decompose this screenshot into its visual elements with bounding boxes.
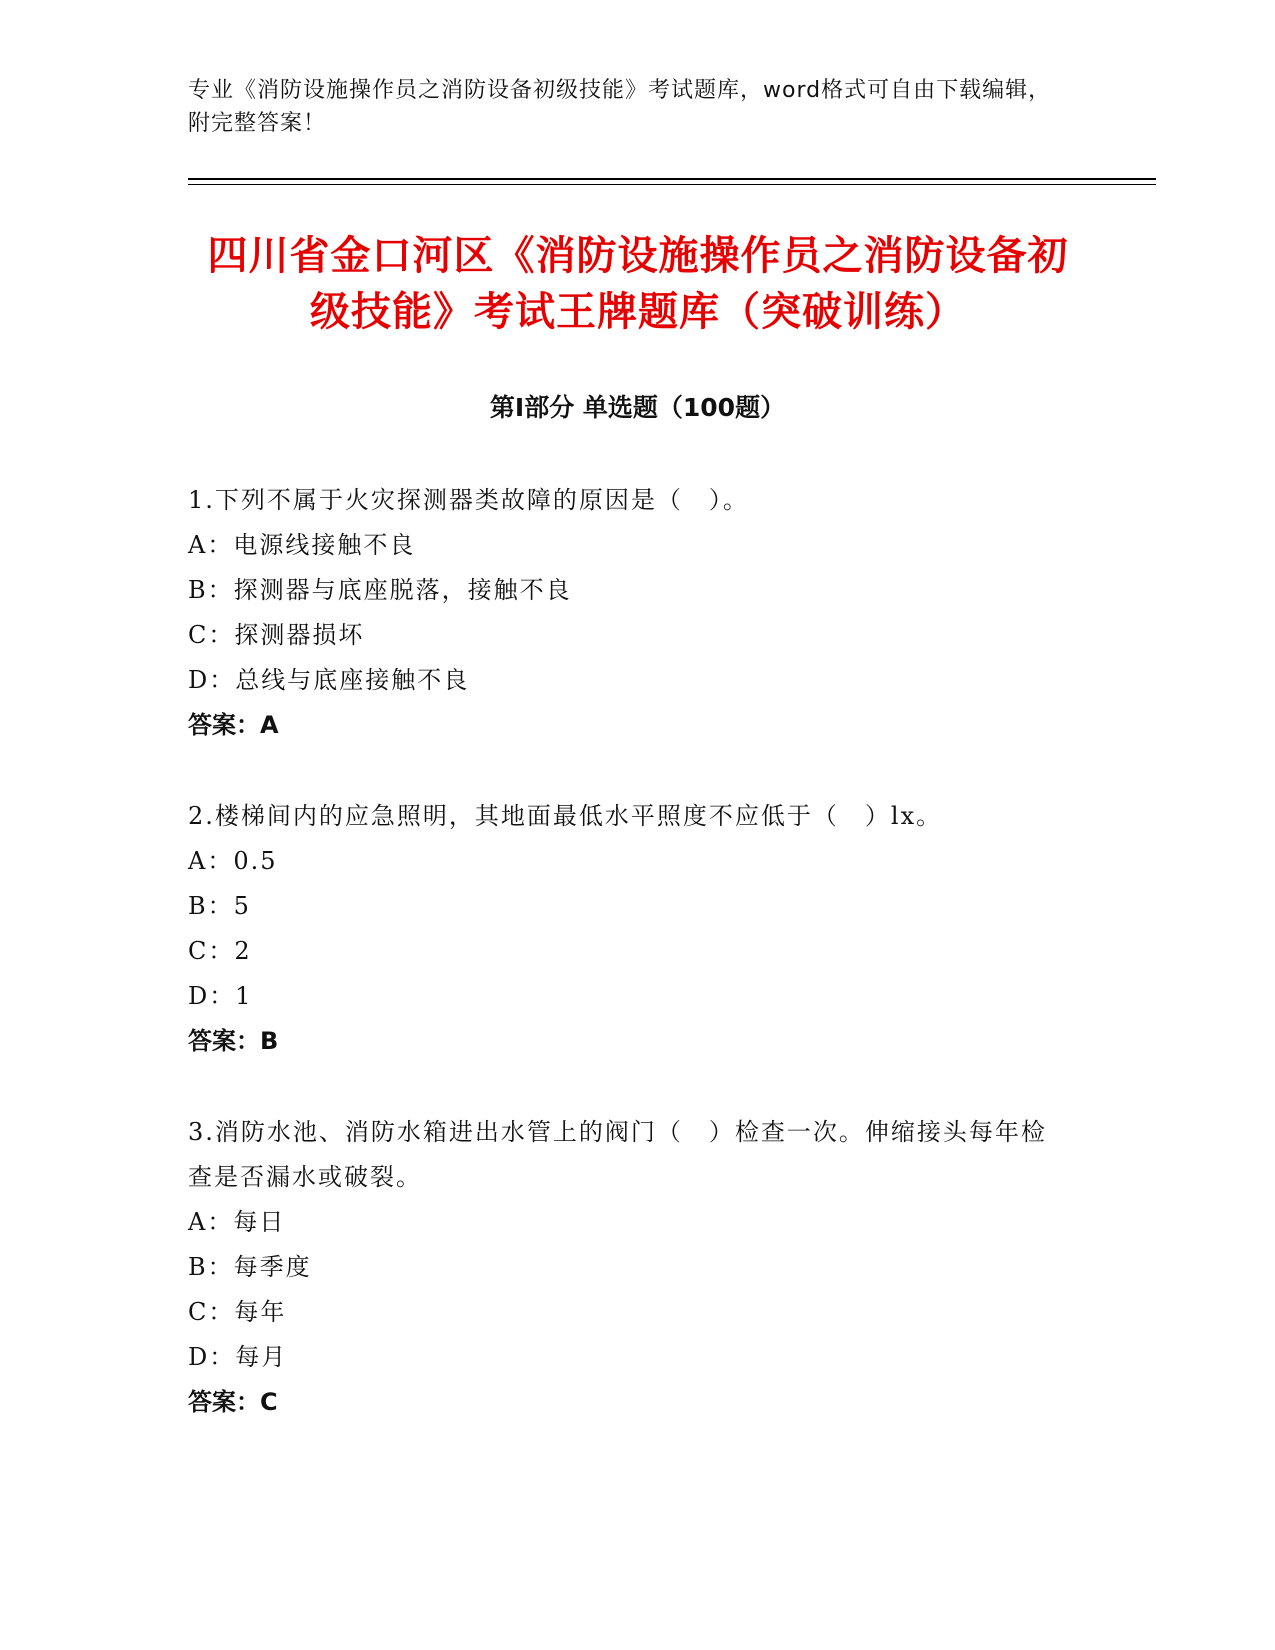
option-b: B：每季度 (188, 1253, 312, 1281)
answer: 答案：B (188, 1027, 279, 1055)
question-1 (188, 478, 1068, 748)
option-c: C：2 (188, 937, 252, 965)
question-stem: 2.楼梯间内的应急照明，其地面最低水平照度不应低于（ ）lx。 (188, 802, 943, 830)
option-c: C：探测器损坏 (188, 621, 365, 649)
section-title: 第Ⅰ部分 单选题（100题） (489, 393, 786, 422)
question-stem: 1.下列不属于火灾探测器类故障的原因是（ ）。 (188, 486, 749, 514)
header-note: 专业《消防设施操作员之消防设备初级技能》考试题库，word格式可自由下载编辑，附完整答案！ (188, 78, 1052, 136)
document-title: 四川省金口河区《消防设施操作员之消防设备初级技能》考试王牌题库（突破训练） (207, 233, 1069, 335)
header-divider (188, 178, 1156, 180)
option-a: A：每日 (188, 1208, 286, 1236)
option-d: D：1 (188, 982, 253, 1010)
answer: 答案：A (188, 711, 279, 739)
option-c: C：每年 (188, 1298, 287, 1326)
option-d: D：每月 (188, 1343, 288, 1371)
option-a: A：电源线接触不良 (188, 531, 416, 559)
option-a: A：0.5 (188, 847, 278, 875)
header-divider-thin (188, 184, 1156, 185)
answer: 答案：C (188, 1388, 278, 1416)
option-b: B：探测器与底座脱落，接触不良 (188, 576, 572, 604)
question-list (188, 478, 1068, 1471)
question-3 (188, 1110, 1068, 1425)
option-b: B：5 (188, 892, 251, 920)
question-stem: 3.消防水池、消防水箱进出水管上的阀门（ ）检查一次。伸缩接头每年检查是否漏水或破裂。 (188, 1118, 1047, 1191)
question-2 (188, 794, 1068, 1064)
option-d: D：总线与底座接触不良 (188, 666, 470, 694)
